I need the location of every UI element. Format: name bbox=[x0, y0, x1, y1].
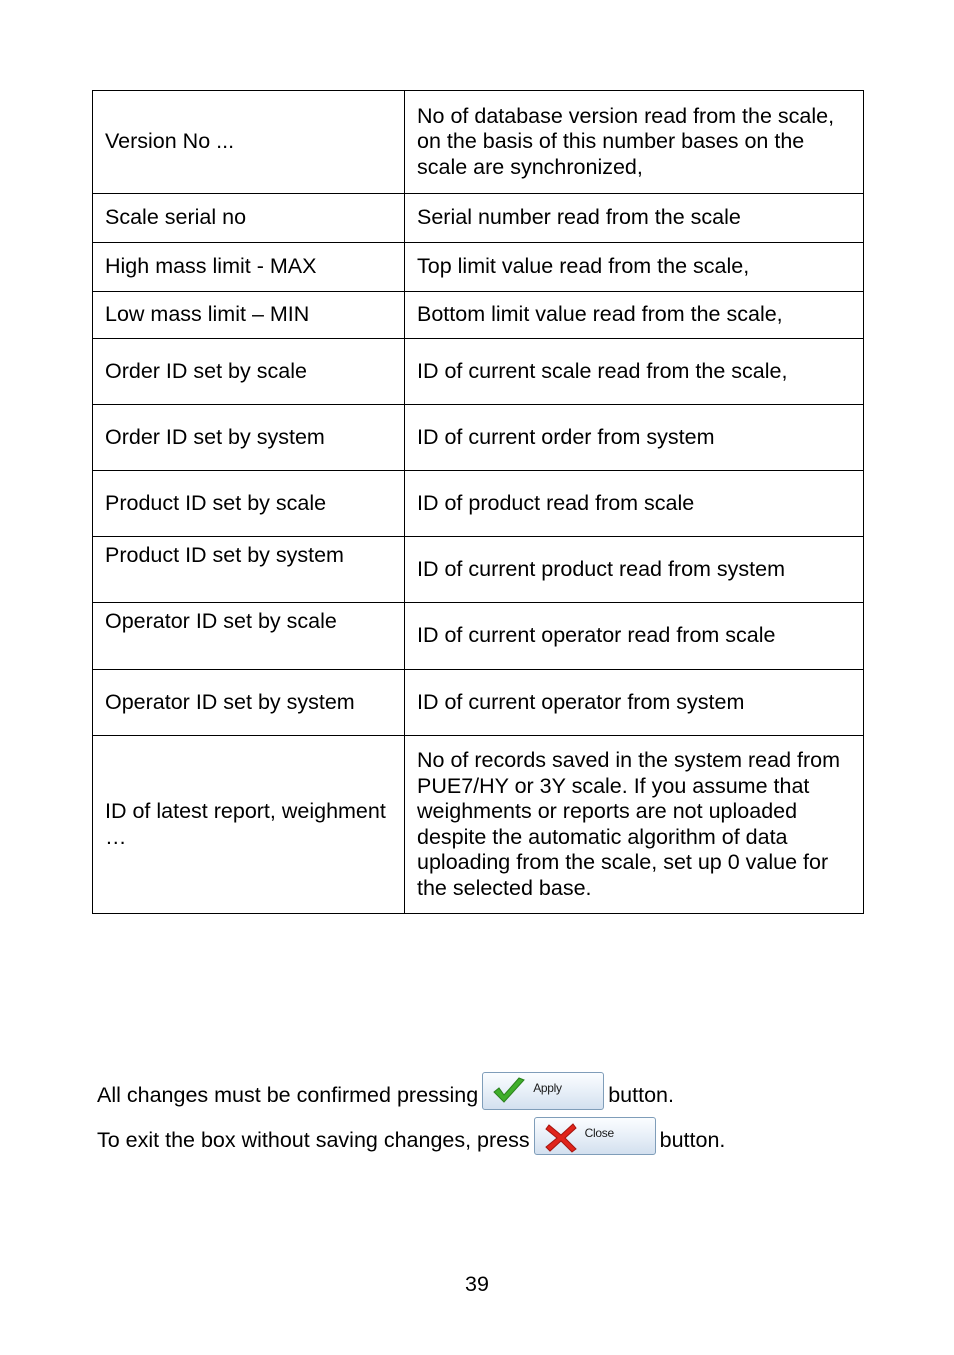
close-text-after: button. bbox=[659, 1128, 726, 1152]
param-label: Product ID set by system bbox=[93, 537, 405, 603]
check-icon bbox=[491, 1076, 527, 1106]
param-description: ID of current order from system bbox=[405, 405, 864, 471]
param-description: ID of product read from scale bbox=[405, 471, 864, 537]
param-label: Order ID set by scale bbox=[93, 339, 405, 405]
param-label: Product ID set by scale bbox=[93, 471, 405, 537]
table-row bbox=[93, 537, 864, 603]
table-row bbox=[93, 194, 864, 243]
param-description: Top limit value read from the scale, bbox=[405, 243, 864, 292]
param-label: Order ID set by system bbox=[93, 405, 405, 471]
table-row bbox=[93, 603, 864, 670]
table-row bbox=[93, 243, 864, 292]
apply-text-before: All changes must be confirmed pressing bbox=[97, 1083, 479, 1107]
param-label: Version No ... bbox=[93, 91, 405, 194]
param-description: Serial number read from the scale bbox=[405, 194, 864, 243]
page-number: 39 bbox=[465, 1272, 489, 1296]
parameters-table bbox=[92, 90, 864, 914]
param-label: High mass limit - MAX bbox=[93, 243, 405, 292]
param-label: Scale serial no bbox=[93, 194, 405, 243]
apply-text-after: button. bbox=[608, 1083, 674, 1107]
table-row bbox=[93, 670, 864, 736]
param-label: Operator ID set by system bbox=[93, 670, 405, 736]
apply-button-label: Apply bbox=[533, 1081, 562, 1095]
table-row bbox=[93, 736, 864, 914]
param-label: Low mass limit – MIN bbox=[93, 292, 405, 339]
table-row bbox=[93, 91, 864, 194]
close-text-before: To exit the box without saving changes, press bbox=[97, 1128, 530, 1152]
close-instruction bbox=[97, 1117, 725, 1155]
table-row bbox=[93, 405, 864, 471]
param-description: ID of current product read from system bbox=[405, 537, 864, 603]
param-label: ID of latest report, weighment … bbox=[93, 736, 405, 914]
param-label: Operator ID set by scale bbox=[93, 603, 405, 670]
param-description: ID of current operator read from scale bbox=[405, 603, 864, 670]
param-description: No of records saved in the system read from PUE7/HY or 3Y scale. If you assume that weighments or reports are not uploaded despite the automatic algorithm of data uploading from the scale, set up 0 value for the selected base. bbox=[405, 736, 864, 914]
param-description: No of database version read from the scale, on the basis of this number bases on the scale are synchronized, bbox=[405, 91, 864, 194]
param-description: Bottom limit value read from the scale, bbox=[405, 292, 864, 339]
param-description: ID of current scale read from the scale, bbox=[405, 339, 864, 405]
param-description: ID of current operator from system bbox=[405, 670, 864, 736]
apply-instruction bbox=[97, 1072, 674, 1110]
close-button-label: Close bbox=[584, 1126, 614, 1140]
red-x-icon bbox=[543, 1121, 579, 1153]
table-row bbox=[93, 339, 864, 405]
table-row bbox=[93, 292, 864, 339]
close-button[interactable] bbox=[534, 1117, 656, 1155]
table-row bbox=[93, 471, 864, 537]
apply-button[interactable] bbox=[482, 1072, 604, 1110]
